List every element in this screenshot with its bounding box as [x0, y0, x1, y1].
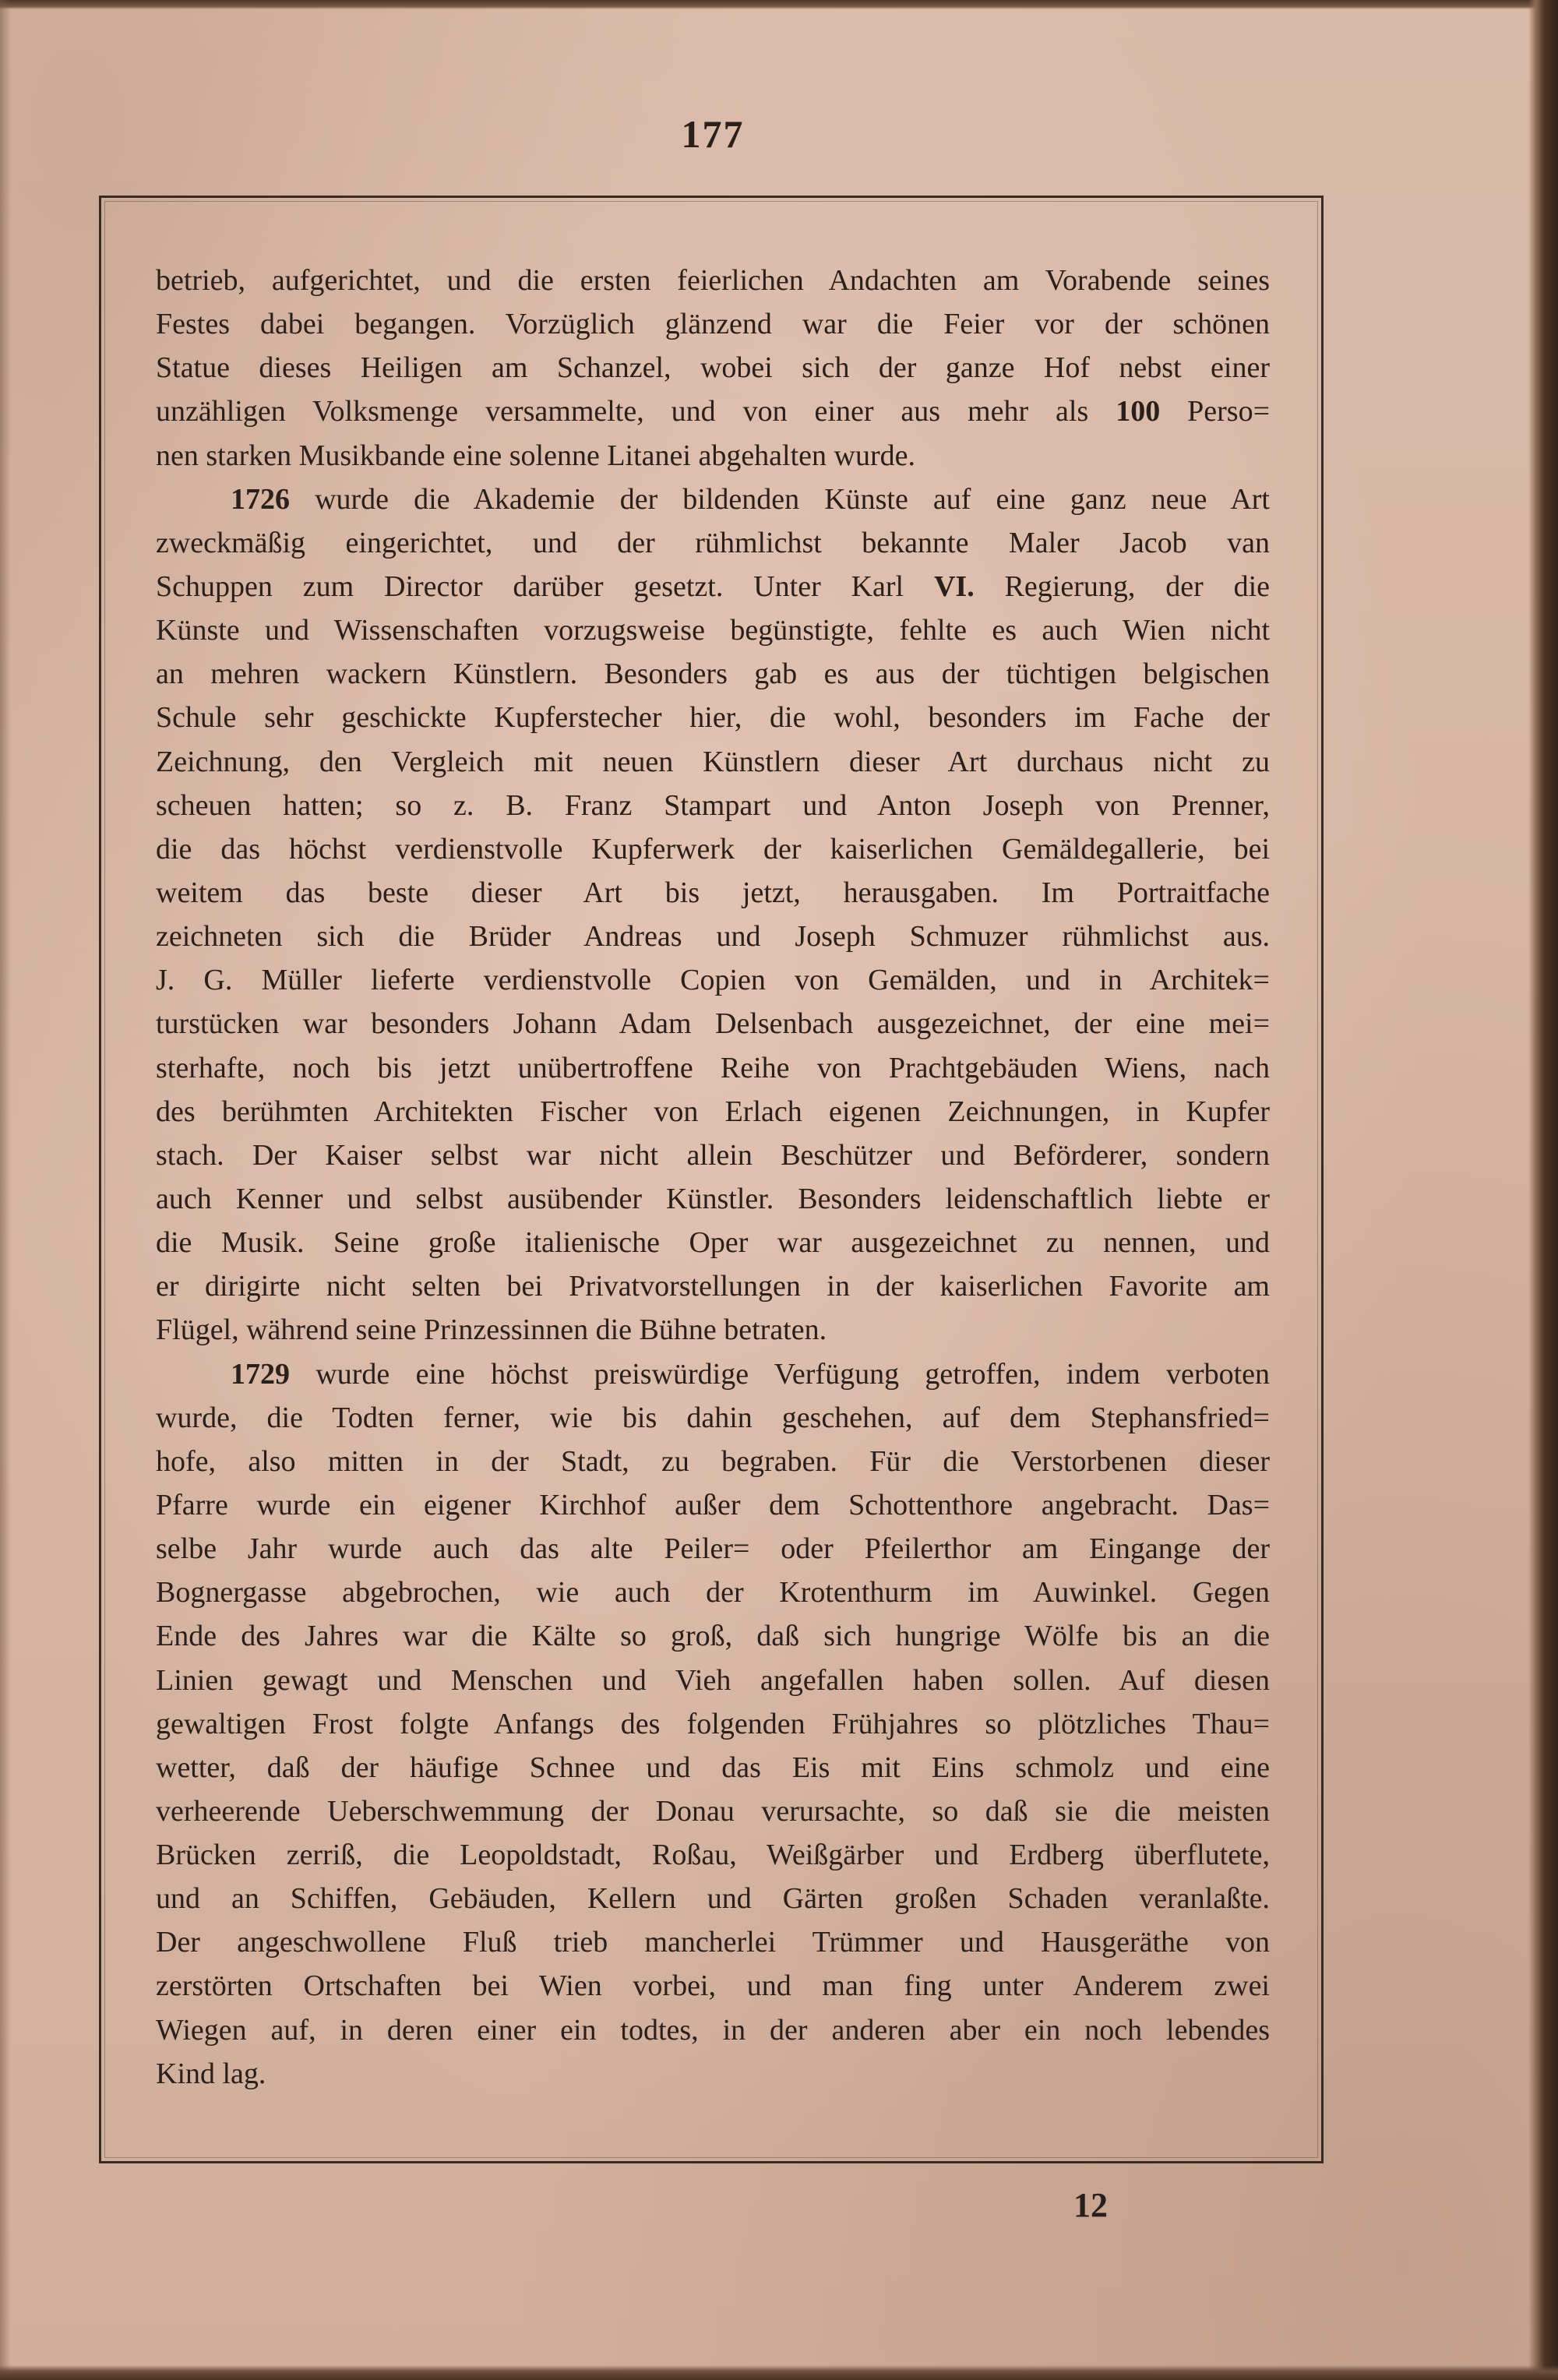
- text-line: zweckmäßig eingerichtet, und der rühmlichst bekannte Maler Jacob van: [156, 526, 1270, 559]
- text-line: nen starken Musikbande eine solenne Litanei abgehalten wurde.: [156, 439, 915, 472]
- text-line: betrieb, aufgerichtet, und die ersten feierlichen Andachten am Vorabende seines: [156, 264, 1270, 297]
- bold-figure: 100: [1116, 395, 1161, 428]
- text-line: wurde, die Todten ferner, wie bis dahin geschehen, auf dem Stephansfried=: [156, 1401, 1270, 1434]
- signature-mark: 12: [1073, 2186, 1108, 2224]
- text-line: Künste und Wissenschaften vorzugsweise begünstigte, fehlte es auch Wien nicht: [156, 614, 1270, 647]
- bold-figure: 1729: [231, 1357, 290, 1391]
- text-line: die Musik. Seine große italienische Oper war ausgezeichnet zu nennen, und: [156, 1226, 1270, 1260]
- text-line: turstücken war besonders Johann Adam Delsenbach ausgezeichnet, der eine mei=: [156, 1007, 1270, 1041]
- text-line: J. G. Müller lieferte verdienstvolle Copien von Gemälden, und in Architek=: [156, 964, 1270, 997]
- text-line: Zeichnung, den Vergleich mit neuen Künstlern dieser Art durchaus nicht zu: [156, 745, 1270, 778]
- text-line: unzähligen Volksmenge versammelte, und von einer aus mehr als 100 Perso=: [156, 395, 1270, 428]
- text-line: Der angeschwollene Fluß trieb mancherlei Trümmer und Hausgeräthe von: [156, 1926, 1270, 1959]
- text-line: stach. Der Kaiser selbst war nicht allein Beschützer und Beförderer, sondern: [156, 1138, 1270, 1172]
- text-line: er dirigirte nicht selten bei Privatvorstellungen in der kaiserlichen Favorite am: [156, 1270, 1270, 1303]
- text-line: an mehren wackern Künstlern. Besonders gab es aus der tüchtigen belgischen: [156, 658, 1270, 691]
- text-line: die das höchst verdienstvolle Kupferwerk der kaiserlichen Gemäldegallerie, bei: [156, 832, 1270, 866]
- bold-figure: 1726: [231, 482, 290, 516]
- text-line: zerstörten Ortschaften bei Wien vorbei, und man fing unter Anderem zwei: [156, 1969, 1270, 2003]
- paragraph-start-line: 1729 wurde eine höchst preiswürdige Verfügung getroffen, indem verboten: [231, 1357, 1270, 1391]
- page-left-edge: [0, 0, 11, 2380]
- text-line: Festes dabei begangen. Vorzüglich glänzend war die Feier vor der schönen: [156, 308, 1270, 341]
- bold-figure: VI.: [933, 569, 975, 603]
- text-line: Linien gewagt und Menschen und Vieh angefallen haben sollen. Auf diesen: [156, 1663, 1270, 1697]
- text-line: Kind lag.: [156, 2057, 266, 2090]
- text-line: sterhafte, noch bis jetzt unübertroffene Reihe von Prachtgebäuden Wiens, nach: [156, 1051, 1270, 1084]
- text-line: Wiegen auf, in deren einer ein todtes, in der anderen aber ein noch lebendes: [156, 2013, 1270, 2047]
- text-line: Bognergasse abgebrochen, wie auch der Krotenthurm im Auwinkel. Gegen: [156, 1576, 1270, 1610]
- text-line: scheuen hatten; so z. B. Franz Stampart und Anton Joseph von Prenner,: [156, 788, 1270, 822]
- text-line: Brücken zerriß, die Leopoldstadt, Roßau, Weißgärber und Erdberg überflutete,: [156, 1839, 1270, 1872]
- page-number: 177: [681, 112, 745, 156]
- text-line: verheerende Ueberschwemmung der Donau verursachte, so daß sie die meisten: [156, 1794, 1270, 1828]
- page-top-edge: [0, 0, 1558, 9]
- text-line: Schuppen zum Director darüber gesetzt. Unter Karl VI. Regierung, der die: [156, 569, 1270, 603]
- text-line: gewaltigen Frost folgte Anfangs des folgenden Frühjahres so plötzliches Thau=: [156, 1707, 1270, 1740]
- text-line: selbe Jahr wurde auch das alte Peiler= oder Pfeilerthor am Eingange der: [156, 1532, 1270, 1566]
- text-line: weitem das beste dieser Art bis jetzt, herausgaben. Im Portraitfache: [156, 876, 1270, 909]
- page-bottom-edge: [0, 2365, 1558, 2380]
- text-line: und an Schiffen, Gebäuden, Kellern und Gärten großen Schaden veranlaßte.: [156, 1882, 1270, 1916]
- text-line: des berühmten Architekten Fischer von Erlach eigenen Zeichnungen, in Kupfer: [156, 1095, 1270, 1128]
- text-line: zeichneten sich die Brüder Andreas und Joseph Schmuzer rühmlichst aus.: [156, 920, 1270, 954]
- text-line: Ende des Jahres war die Kälte so groß, daß sich hungrige Wölfe bis an die: [156, 1620, 1270, 1653]
- text-line: Pfarre wurde ein eigener Kirchhof außer dem Schottenthore angebracht. Das=: [156, 1488, 1270, 1521]
- text-line: auch Kenner und selbst ausübender Künstler. Besonders leidenschaftlich liebte er: [156, 1182, 1270, 1215]
- text-block: [156, 259, 1270, 2096]
- text-line: Flügel, während seine Prinzessinnen die Bühne betraten.: [156, 1313, 827, 1347]
- text-line: wetter, daß der häufige Schnee und das Eis mit Eins schmolz und eine: [156, 1751, 1270, 1784]
- text-line: Statue dieses Heiligen am Schanzel, wobei sich der ganze Hof nebst einer: [156, 351, 1270, 385]
- text-line: hofe, also mitten in der Stadt, zu begraben. Für die Verstorbenen dieser: [156, 1444, 1270, 1478]
- paragraph-start-line: 1726 wurde die Akademie der bildenden Künste auf eine ganz neue Art: [231, 482, 1270, 516]
- text-line: Schule sehr geschickte Kupferstecher hier, die wohl, besonders im Fache der: [156, 701, 1270, 735]
- book-binding-edge: [1528, 0, 1558, 2380]
